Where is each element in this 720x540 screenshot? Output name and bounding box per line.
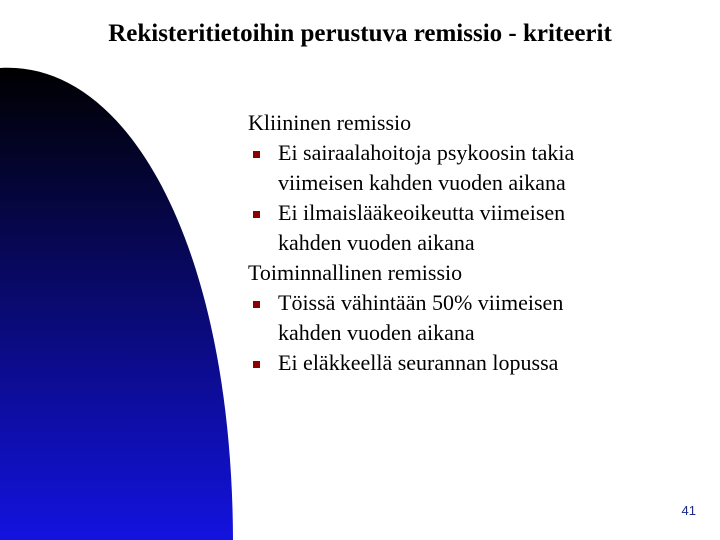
list-item-text: Ei sairaalahoitoja psykoosin takia	[278, 140, 575, 165]
slide-title: Rekisteritietoihin perustuva remissio - kriteerit	[108, 20, 612, 47]
list-item	[248, 288, 708, 348]
bullet-square-icon	[253, 301, 260, 308]
content-area	[248, 108, 708, 378]
list-item-text: Ei eläkkeellä seurannan lopussa	[278, 350, 559, 375]
bullet-square-icon	[253, 211, 260, 218]
list-item	[248, 348, 708, 378]
section-heading: Kliininen remissio	[248, 110, 412, 135]
list-item-text: Töissä vähintään 50% viimeisen	[278, 290, 564, 315]
list-item	[248, 138, 708, 198]
list-item-text: kahden vuoden aikana	[278, 320, 475, 345]
list-item-text: viimeisen kahden vuoden aikana	[278, 170, 566, 195]
section-heading: Toiminnallinen remissio	[248, 260, 463, 285]
bullet-square-icon	[253, 151, 260, 158]
section-clinical-remission	[248, 108, 708, 258]
bullet-square-icon	[253, 361, 260, 368]
page-number: 41	[681, 503, 696, 518]
list-item	[248, 198, 708, 258]
list-item-text: Ei ilmaislääkeoikeutta viimeisen	[278, 200, 566, 225]
section-functional-remission	[248, 258, 708, 378]
list-item-text: kahden vuoden aikana	[278, 230, 475, 255]
